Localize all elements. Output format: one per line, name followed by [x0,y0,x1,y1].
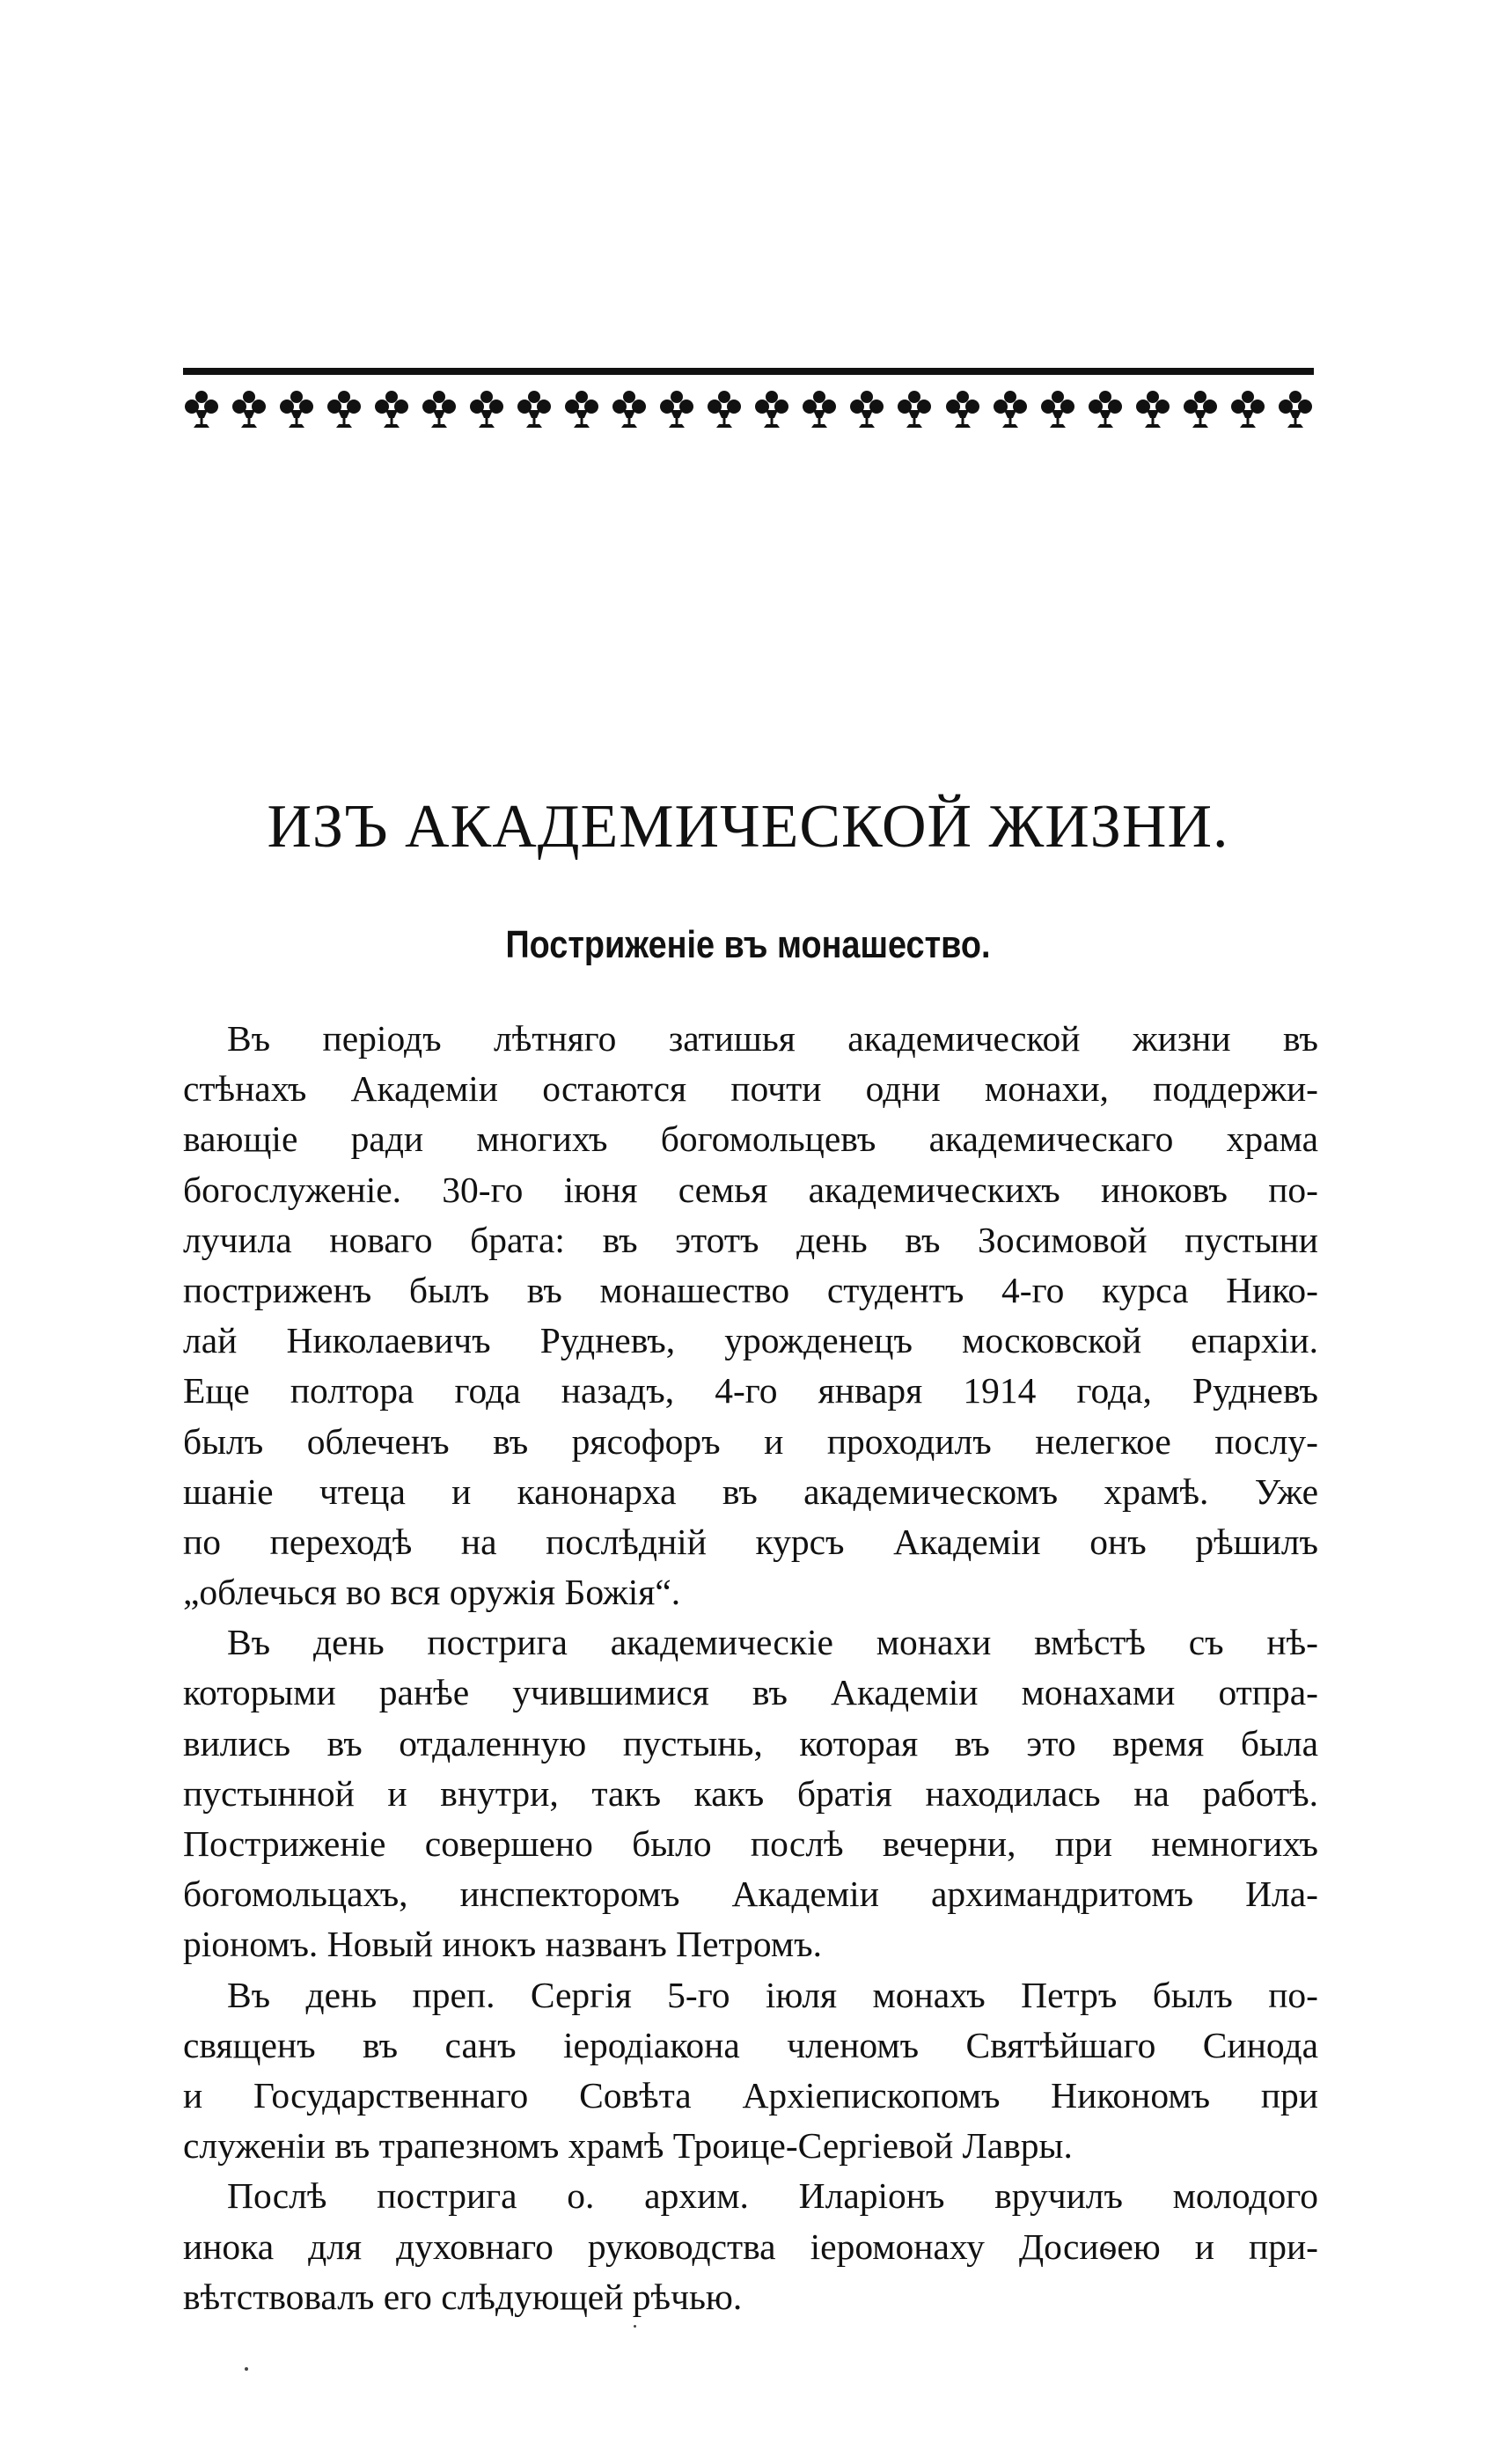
paragraph [183,2171,1318,2322]
trefoil-ornament-icon [753,389,790,429]
paragraph [183,1617,1318,1969]
article-subtitle: Постриженіе въ монашество. [505,923,991,966]
text-line: былъ облеченъ въ рясофоръ и проходилъ нелегкое послу- [183,1420,1318,1462]
trefoil-ornament-icon [373,389,410,429]
text-line: Въ день преп. Сергія 5-го іюля монахъ Петръ былъ по- [227,1974,1318,2015]
text-line: священъ въ санъ іеродіакона членомъ Святѣйшаго Синода [183,2024,1318,2065]
text-line: стѣнахъ Академіи остаются почти одни монахи, поддержи- [183,1068,1318,1110]
trefoil-ornament-icon [278,389,315,429]
trefoil-ornament-icon [1134,389,1171,429]
paragraph [183,1970,1318,2172]
text-line: которыми ранѣе учившимися въ Академіи монахами отпра- [183,1672,1318,1713]
trefoil-ornament-icon [992,389,1029,429]
trefoil-ornament-icon [944,389,981,429]
text-line: вились въ отдаленную пустынь, которая въ это время была [183,1722,1318,1764]
text-line: служеніи въ трапезномъ храмѣ Троице-Сергіевой Лавры. [183,2125,1073,2167]
text-line: инока для духовнаго руководства іеромонаху Досиѳею и при- [183,2226,1318,2267]
trefoil-ornament-icon [706,389,743,429]
trefoil-ornament-icon [563,389,600,429]
article-body [183,1014,1318,2322]
text-line: „облечься во вся оружія Божія“. [183,1572,681,1613]
trefoil-ornament-icon [801,389,838,429]
trefoil-ornament-icon [1087,389,1124,429]
trefoil-ornament-icon [183,389,220,429]
trefoil-ornament-icon [468,389,505,429]
scan-speck [245,2367,248,2371]
trefoil-ornament-icon [611,389,648,429]
header-rule [183,368,1314,375]
paragraph [183,1014,1318,1617]
trefoil-ornament-icon [1039,389,1076,429]
text-line: вающіе ради многихъ богомольцевъ академическаго храма [183,1118,1318,1160]
text-line: постриженъ былъ въ монашество студентъ 4-го курса Нико- [183,1269,1318,1310]
text-line: вѣтствовалъ его слѣдующей рѣчью. [183,2276,743,2317]
text-line: Постриженіе совершено было послѣ вечерни, при немногихъ [183,1823,1318,1864]
trefoil-ornament-icon [516,389,553,429]
text-line: Еще полтора года назадъ, 4-го января 1914 года, Рудневъ [183,1370,1318,1412]
text-line: ріономъ. Новый инокъ названъ Петромъ. [183,1924,822,1965]
text-line: лай Николаевичъ Рудневъ, урожденецъ московской епархіи. [183,1320,1318,1361]
trefoil-ornament-icon [848,389,885,429]
trefoil-ornament-icon [1229,389,1266,429]
text-line: по переходѣ на послѣдній курсъ Академіи онъ рѣшилъ [183,1521,1318,1562]
text-line: пустынной и внутри, такъ какъ братія находилась на работѣ. [183,1772,1318,1814]
trefoil-ornament-icon [896,389,933,429]
section-title: ИЗЪ АКАДЕМИЧЕСКОЙ ЖИЗНИ. [267,793,1229,861]
text-line: лучила новаго брата: въ этотъ день въ Зосимовой пустыни [183,1219,1318,1260]
trefoil-ornament-icon [1277,389,1314,429]
trefoil-ornament-icon [1182,389,1219,429]
trefoil-ornament-icon [658,389,695,429]
scan-speck [634,2325,636,2328]
text-line: Въ день пострига академическіе монахи вмѣстѣ съ нѣ- [227,1622,1318,1663]
trefoil-ornament-icon [326,389,363,429]
text-line: и Государственнаго Совѣта Архіепископомъ Никономъ при [183,2074,1318,2116]
trefoil-ornament-icon [231,389,268,429]
text-line: шаніе чтеца и канонарха въ академическомъ храмѣ. Уже [183,1470,1318,1512]
text-line: богослуженіе. 30-го іюня семья академическихъ иноковъ по- [183,1169,1318,1210]
ornament-border [183,387,1314,431]
text-line: Послѣ пострига о. архим. Иларіонъ вручилъ молодого [227,2175,1318,2217]
trefoil-ornament-icon [421,389,458,429]
text-line: богомольцахъ, инспекторомъ Академіи архимандритомъ Ила- [183,1874,1318,1915]
text-line: Въ періодъ лѣтняго затишья академической жизни въ [227,1018,1318,1059]
